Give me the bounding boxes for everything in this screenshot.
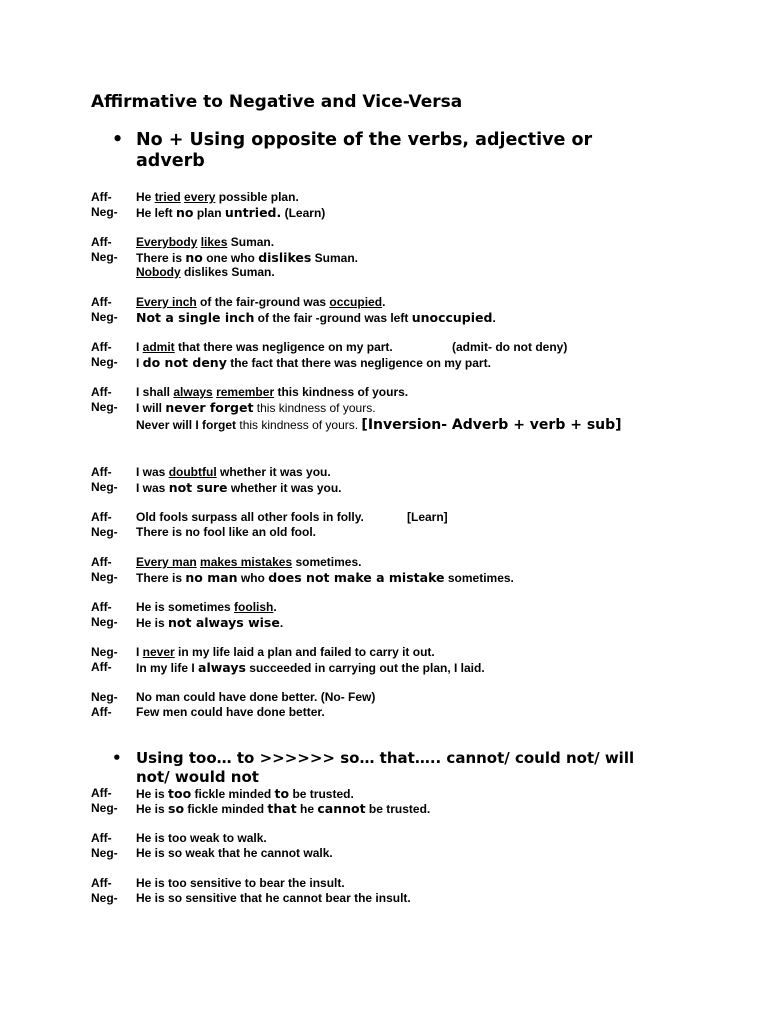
bullet-icon: • bbox=[112, 130, 124, 150]
aff-label: Aff- bbox=[91, 340, 112, 354]
example-sentence: He is too sensitive to bear the insult. bbox=[136, 876, 345, 890]
example-sentence: He is so fickle minded that he cannot be trusted. bbox=[136, 801, 431, 816]
neg-label: Neg- bbox=[91, 846, 118, 860]
section-heading-text: Using too… to >>>>>> so… that….. cannot/ could not/ will not/ would not bbox=[136, 749, 635, 786]
page-title: Affirmative to Negative and Vice-Versa bbox=[91, 92, 463, 112]
example-sentence: Every inch of the fair-ground was occupied. bbox=[136, 295, 386, 309]
neg-label: Neg- bbox=[91, 400, 118, 414]
neg-label: Neg- bbox=[91, 690, 118, 704]
example-sentence: There is no one who dislikes Suman. bbox=[136, 250, 359, 265]
aff-label: Aff- bbox=[91, 705, 112, 719]
neg-label: Neg- bbox=[91, 525, 118, 539]
aff-label: Aff- bbox=[91, 510, 112, 524]
example-sentence: Old fools surpass all other fools in folly. bbox=[136, 510, 364, 524]
neg-label: Neg- bbox=[91, 645, 118, 659]
aff-label: Aff- bbox=[91, 385, 112, 399]
aff-label: Aff- bbox=[91, 786, 112, 800]
section-heading-text: No + Using opposite of the verbs, adjective or adverb bbox=[136, 130, 593, 171]
example-sentence: Never will I forget this kindness of yours. [Inversion- Adverb + verb + sub] bbox=[136, 417, 622, 433]
example-sentence: I admit that there was negligence on my part. bbox=[136, 340, 393, 354]
neg-label: Neg- bbox=[91, 570, 118, 584]
example-sentence: I do not deny the fact that there was negligence on my part. bbox=[136, 355, 491, 370]
example-sentence: He left no plan untried. (Learn) bbox=[136, 205, 326, 220]
example-sentence: He is not always wise. bbox=[136, 615, 284, 630]
example-sentence: I never in my life laid a plan and failed to carry it out. bbox=[136, 645, 435, 659]
example-sentence: He tried every possible plan. bbox=[136, 190, 299, 204]
aff-label: Aff- bbox=[91, 295, 112, 309]
example-sentence: Not a single inch of the fair -ground was left unoccupied. bbox=[136, 310, 496, 325]
aff-label: Aff- bbox=[91, 660, 112, 674]
example-sentence: Few men could have done better. bbox=[136, 705, 325, 719]
example-sentence: There is no man who does not make a mistake sometimes. bbox=[136, 570, 514, 585]
example-sentence: There is no fool like an old fool. bbox=[136, 525, 317, 539]
example-note: [Learn] bbox=[407, 510, 448, 524]
example-sentence: No man could have done better. (No- Few) bbox=[136, 690, 376, 704]
example-sentence: Every man makes mistakes sometimes. bbox=[136, 555, 362, 569]
example-sentence: He is too weak to walk. bbox=[136, 831, 267, 845]
neg-label: Neg- bbox=[91, 891, 118, 905]
neg-label: Neg- bbox=[91, 801, 118, 815]
example-sentence: Nobody dislikes Suman. bbox=[136, 265, 275, 279]
neg-label: Neg- bbox=[91, 480, 118, 494]
neg-label: Neg- bbox=[91, 615, 118, 629]
aff-label: Aff- bbox=[91, 555, 112, 569]
example-sentence: In my life I always succeeded in carrying out the plan, I laid. bbox=[136, 660, 485, 675]
aff-label: Aff- bbox=[91, 831, 112, 845]
example-sentence: I shall always remember this kindness of yours. bbox=[136, 385, 409, 399]
aff-label: Aff- bbox=[91, 465, 112, 479]
example-sentence: Everybody likes Suman. bbox=[136, 235, 275, 249]
example-sentence: He is so sensitive that he cannot bear the insult. bbox=[136, 891, 411, 905]
neg-label: Neg- bbox=[91, 310, 118, 324]
neg-label: Neg- bbox=[91, 250, 118, 264]
example-note: (admit- do not deny) bbox=[452, 340, 568, 354]
example-sentence: I was doubtful whether it was you. bbox=[136, 465, 331, 479]
aff-label: Aff- bbox=[91, 600, 112, 614]
aff-label: Aff- bbox=[91, 235, 112, 249]
example-sentence: I will never forget this kindness of yours. bbox=[136, 400, 376, 415]
bullet-icon: • bbox=[112, 749, 122, 767]
aff-label: Aff- bbox=[91, 876, 112, 890]
example-sentence: I was not sure whether it was you. bbox=[136, 480, 342, 495]
aff-label: Aff- bbox=[91, 190, 112, 204]
example-sentence: He is so weak that he cannot walk. bbox=[136, 846, 333, 860]
example-sentence: He is sometimes foolish. bbox=[136, 600, 277, 614]
neg-label: Neg- bbox=[91, 205, 118, 219]
example-sentence: He is too fickle minded to be trusted. bbox=[136, 786, 354, 801]
neg-label: Neg- bbox=[91, 355, 118, 369]
